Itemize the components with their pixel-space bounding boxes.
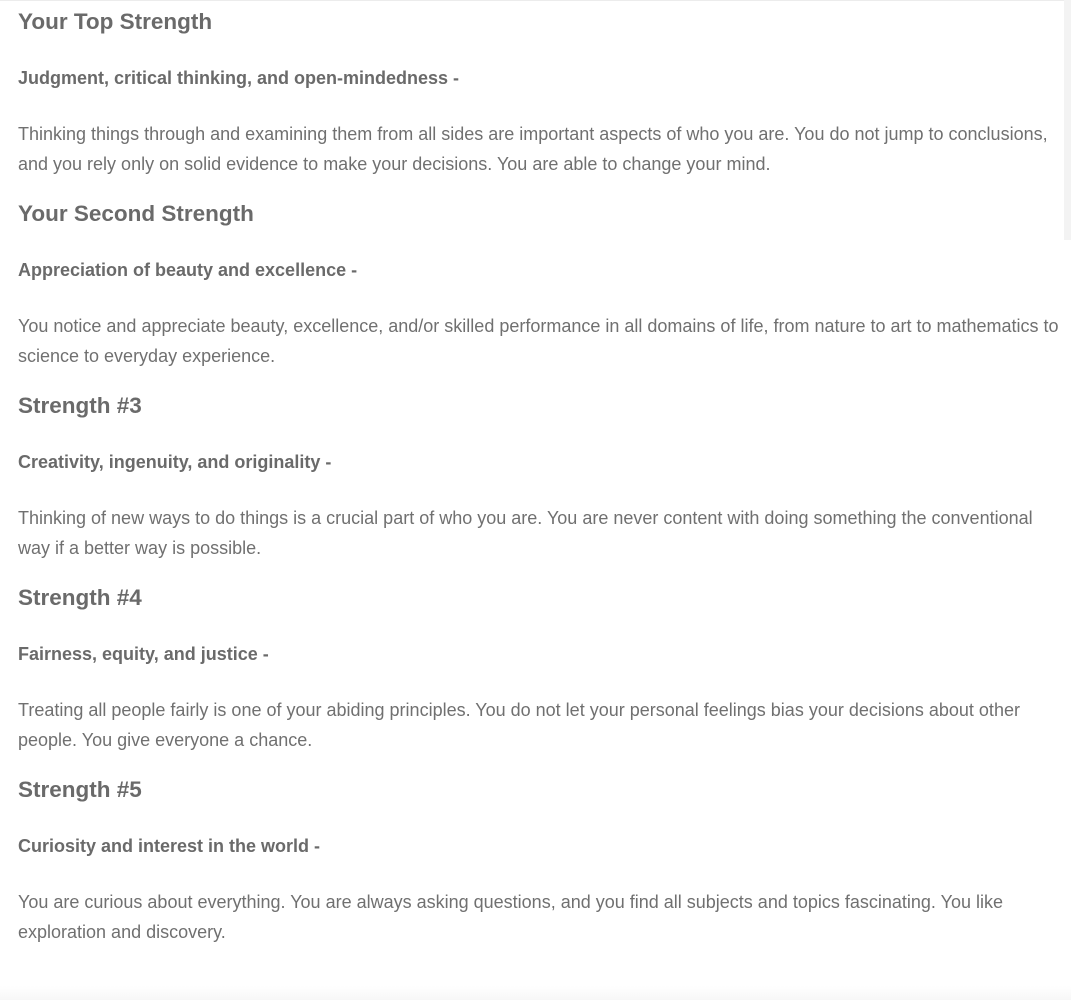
strength-heading: Your Second Strength	[18, 201, 254, 226]
strength-name: Fairness, equity, and justice -	[18, 644, 269, 664]
strength-heading: Strength #5	[18, 777, 142, 802]
strength-section-4	[18, 563, 1063, 755]
strength-section-2	[18, 179, 1063, 371]
strength-section-5	[18, 755, 1063, 947]
strength-name: Curiosity and interest in the world -	[18, 836, 321, 856]
strength-name: Judgment, critical thinking, and open-mindedness -	[18, 68, 460, 88]
strength-name: Appreciation of beauty and excellence -	[18, 260, 358, 280]
strength-description: You are curious about everything. You are always asking questions, and you find all subjects and topics fascinating. You like exploration and discovery.	[18, 892, 1003, 942]
strength-description: You notice and appreciate beauty, excellence, and/or skilled performance in all domains of life, from nature to art to mathematics to science to everyday experience.	[18, 316, 1059, 366]
bottom-fade	[0, 986, 1071, 1000]
strength-description: Thinking of new ways to do things is a crucial part of who you are. You are never content with doing something the conventional way if a better way is possible.	[18, 508, 1033, 558]
strength-name: Creativity, ingenuity, and originality -	[18, 452, 332, 472]
strength-description: Thinking things through and examining them from all sides are important aspects of who you are. You do not jump to conclusions, and you rely only on solid evidence to make your decisions. You are able to change your mind.	[18, 124, 1048, 174]
strength-heading: Strength #4	[18, 585, 142, 610]
strength-section-1	[18, 0, 1063, 179]
strength-heading: Strength #3	[18, 393, 142, 418]
scrollbar-track[interactable]	[1064, 0, 1071, 240]
strengths-list	[18, 0, 1063, 947]
strength-section-3	[18, 371, 1063, 563]
strength-description: Treating all people fairly is one of your abiding principles. You do not let your personal feelings bias your decisions about other people. You give everyone a chance.	[18, 700, 1020, 750]
strength-heading: Your Top Strength	[18, 9, 213, 34]
